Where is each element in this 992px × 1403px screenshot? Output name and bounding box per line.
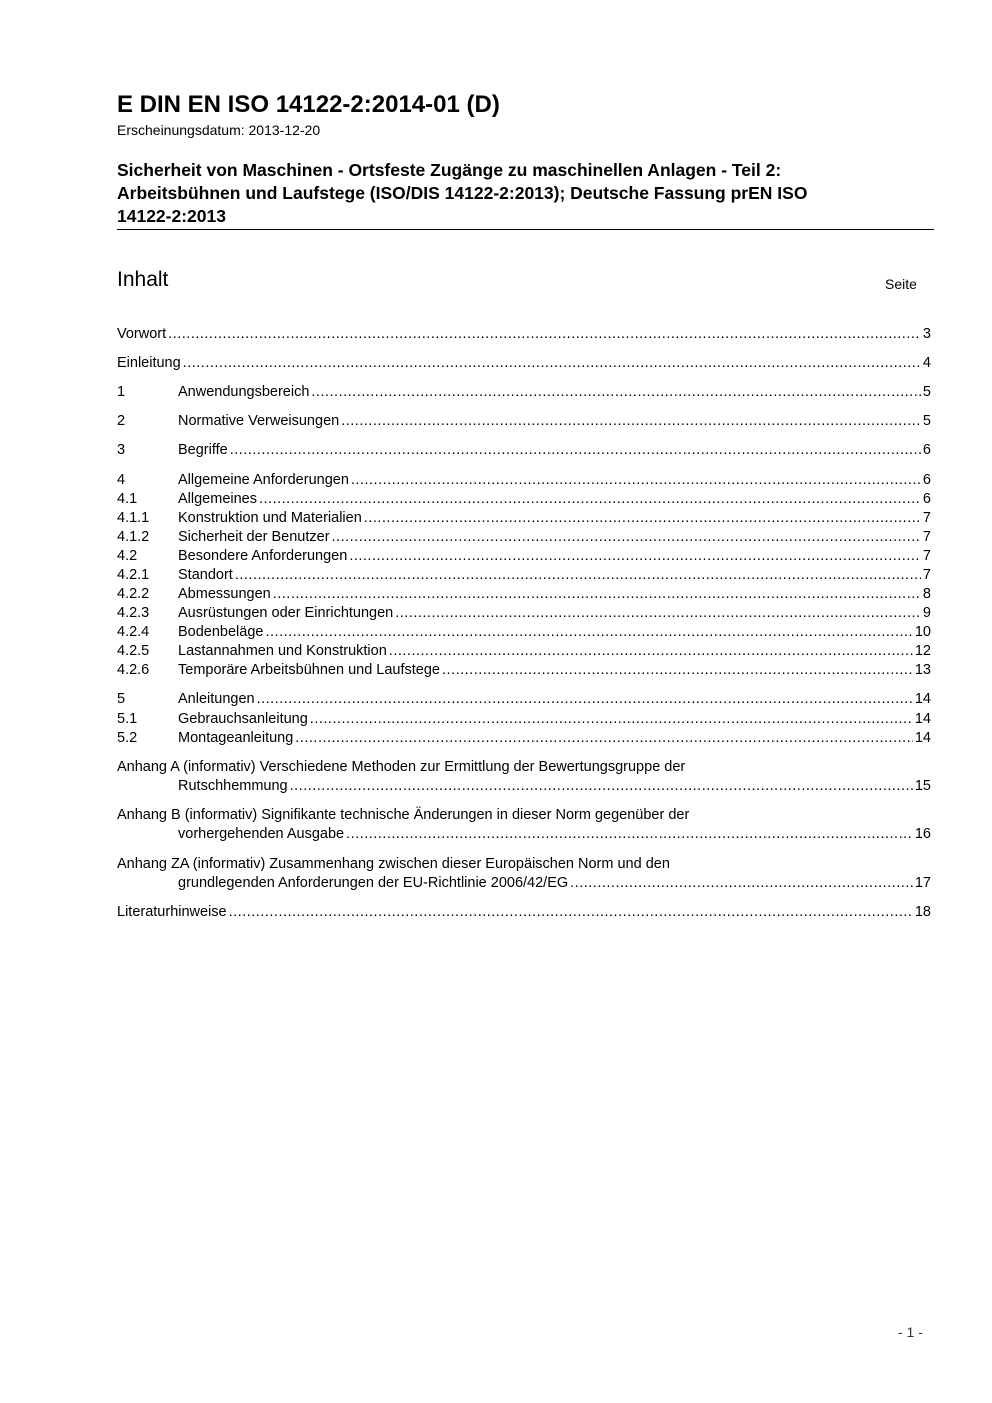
toc-entry-4-2-4[interactable]	[117, 623, 931, 642]
toc-entry-number: 2	[117, 413, 126, 429]
toc-entry-page: 6	[922, 491, 931, 507]
toc-dot-leader	[332, 528, 921, 547]
toc-dot-leader	[259, 490, 921, 509]
toc-annex-za-continuation[interactable]	[178, 874, 931, 893]
toc-annex-za[interactable]: Anhang ZA (informativ) Zusammenhang zwischen dieser Europäischen Norm und den	[117, 856, 670, 872]
toc-dot-leader	[341, 412, 921, 431]
toc-dot-leader	[442, 661, 913, 680]
toc-entry-text: Bodenbeläge	[178, 624, 264, 640]
toc-entry-number: 5.2	[117, 730, 138, 746]
title-line: Arbeitsbühnen und Laufstege (ISO/DIS 14122-2:2013); Deutsche Fassung prEN ISO	[117, 183, 808, 203]
toc-entry-4[interactable]	[117, 471, 931, 490]
document-title	[117, 159, 932, 228]
toc-entry-text: Vorwort	[117, 326, 167, 342]
toc-entry-5-2[interactable]	[117, 729, 931, 748]
page-number: - 1 -	[898, 1324, 923, 1340]
toc-heading: Inhalt	[117, 268, 169, 291]
toc-dot-leader	[229, 903, 913, 922]
title-line: 14122-2:2013	[117, 206, 226, 226]
toc-entry-text: Abmessungen	[178, 586, 271, 602]
toc-entry-number: 4.1.1	[117, 510, 150, 526]
toc-entry-text: Einleitung	[117, 355, 181, 371]
toc-entry-text: Montageanleitung	[178, 730, 294, 746]
toc-dot-leader	[346, 825, 913, 844]
toc-entry-text: Besondere Anforderungen	[178, 548, 348, 564]
toc-entry-4-2-5[interactable]	[117, 642, 931, 661]
toc-entry-text: Anwendungsbereich	[178, 384, 310, 400]
toc-entry-number: 1	[117, 384, 126, 400]
toc-entry-page: 13	[914, 662, 931, 678]
toc-dot-leader	[265, 623, 912, 642]
toc-entry-number: 4.2.5	[117, 643, 150, 659]
toc-entry-text: Anleitungen	[178, 691, 255, 707]
toc-entry-text: Temporäre Arbeitsbühnen und Laufstege	[178, 662, 440, 678]
toc-entry-4-2-3[interactable]	[117, 604, 931, 623]
toc-entry-text: Ausrüstungen oder Einrichtungen	[178, 605, 394, 621]
toc-entry-5[interactable]	[117, 690, 931, 709]
toc-entry-page: 18	[914, 904, 931, 920]
toc-entry-text: Standort	[178, 567, 233, 583]
toc-entry-page: 10	[914, 624, 931, 640]
toc-dot-leader	[273, 585, 921, 604]
toc-entry-literaturhinweise[interactable]	[117, 903, 931, 922]
publication-date: Erscheinungsdatum: 2013-12-20	[117, 122, 321, 138]
toc-entry-page: 5	[922, 413, 931, 429]
toc-entry-page: 14	[914, 711, 931, 727]
toc-entry-text: Sicherheit der Benutzer	[178, 529, 330, 545]
toc-entry-page: 6	[922, 442, 931, 458]
toc-dot-leader	[389, 642, 913, 661]
toc-entry-text: Rutschhemmung	[178, 778, 288, 794]
toc-entry-page: 4	[922, 355, 931, 371]
toc-entry-1[interactable]	[117, 383, 931, 402]
toc-entry-einleitung[interactable]	[117, 354, 931, 373]
toc-entry-4-2-6[interactable]	[117, 661, 931, 680]
toc-dot-leader	[311, 383, 921, 402]
toc-entry-4-2-2[interactable]	[117, 585, 931, 604]
toc-entry-page: 6	[922, 472, 931, 488]
toc-entry-text: Allgemeines	[178, 491, 257, 507]
toc-entry-text: Normative Verweisungen	[178, 413, 340, 429]
toc-entry-text: Gebrauchsanleitung	[178, 711, 308, 727]
toc-annex-b[interactable]: Anhang B (informativ) Signifikante technische Änderungen in dieser Norm gegenüber der	[117, 807, 690, 823]
toc-entry-text: Lastannahmen und Konstruktion	[178, 643, 387, 659]
toc-entry-text: Allgemeine Anforderungen	[178, 472, 349, 488]
toc-annex-b-continuation[interactable]	[178, 825, 931, 844]
title-line: Sicherheit von Maschinen - Ortsfeste Zugänge zu maschinellen Anlagen - Teil 2:	[117, 160, 782, 180]
toc-entry-2[interactable]	[117, 412, 931, 431]
toc-dot-leader	[395, 604, 921, 623]
toc-dot-leader	[570, 874, 913, 893]
toc-entry-number: 4.1	[117, 491, 138, 507]
toc-dot-leader	[168, 325, 921, 344]
toc-entry-page: 3	[922, 326, 931, 342]
toc-entry-5-1[interactable]	[117, 710, 931, 729]
toc-entry-number: 5.1	[117, 711, 138, 727]
toc-entry-vorwort[interactable]	[117, 325, 931, 344]
toc-entry-page: 7	[922, 567, 931, 583]
document-id: E DIN EN ISO 14122-2:2014-01 (D)	[117, 91, 500, 118]
toc-entry-number: 3	[117, 442, 126, 458]
toc-entry-page: 5	[922, 384, 931, 400]
toc-entry-number: 4.2.2	[117, 586, 150, 602]
toc-entry-text: Begriffe	[178, 442, 228, 458]
toc-entry-text: vorhergehenden Ausgabe	[178, 826, 345, 842]
toc-dot-leader	[349, 547, 921, 566]
toc-entry-4-1-1[interactable]	[117, 509, 931, 528]
toc-entry-text: grundlegenden Anforderungen der EU-Richtlinie 2006/42/EG	[178, 875, 569, 891]
toc-entry-page: 15	[914, 778, 931, 794]
toc-dot-leader	[230, 441, 921, 460]
toc-annex-a-continuation[interactable]	[178, 777, 931, 796]
toc-entry-4-2[interactable]	[117, 547, 931, 566]
toc-entry-page: 17	[914, 875, 931, 891]
toc-dot-leader	[295, 729, 913, 748]
toc-entry-page: 9	[922, 605, 931, 621]
toc-entry-text: Konstruktion und Materialien	[178, 510, 362, 526]
toc-page-label: Seite	[885, 276, 917, 292]
toc-entry-page: 16	[914, 826, 931, 842]
toc-entry-number: 5	[117, 691, 126, 707]
toc-dot-leader	[364, 509, 921, 528]
toc-entry-page: 7	[922, 548, 931, 564]
toc-entry-page: 14	[914, 730, 931, 746]
toc-entry-page: 7	[922, 529, 931, 545]
toc-entry-text: Literaturhinweise	[117, 904, 227, 920]
toc-entry-number: 4.2.1	[117, 567, 150, 583]
toc-entry-number: 4.2	[117, 548, 138, 564]
toc-entry-3[interactable]	[117, 441, 931, 460]
toc-entry-page: 7	[922, 510, 931, 526]
toc-dot-leader	[290, 777, 913, 796]
toc-entry-number: 4.2.3	[117, 605, 150, 621]
toc-dot-leader	[310, 710, 913, 729]
toc-annex-a[interactable]: Anhang A (informativ) Verschiedene Methoden zur Ermittlung der Bewertungsgruppe der	[117, 759, 686, 775]
toc-entry-page: 14	[914, 691, 931, 707]
toc-entry-page: 12	[914, 643, 931, 659]
toc-dot-leader	[351, 471, 921, 490]
toc-entry-number: 4.2.6	[117, 662, 150, 678]
toc-dot-leader	[235, 566, 921, 585]
toc-dot-leader	[183, 354, 921, 373]
toc-entry-number: 4	[117, 472, 126, 488]
toc-entry-page: 8	[922, 586, 931, 602]
toc-dot-leader	[257, 690, 913, 709]
toc-entry-number: 4.2.4	[117, 624, 150, 640]
toc-entry-number: 4.1.2	[117, 529, 150, 545]
title-divider	[117, 229, 934, 230]
toc-entry-4-1[interactable]	[117, 490, 931, 509]
toc-entry-4-1-2[interactable]	[117, 528, 931, 547]
toc-entry-4-2-1[interactable]	[117, 566, 931, 585]
